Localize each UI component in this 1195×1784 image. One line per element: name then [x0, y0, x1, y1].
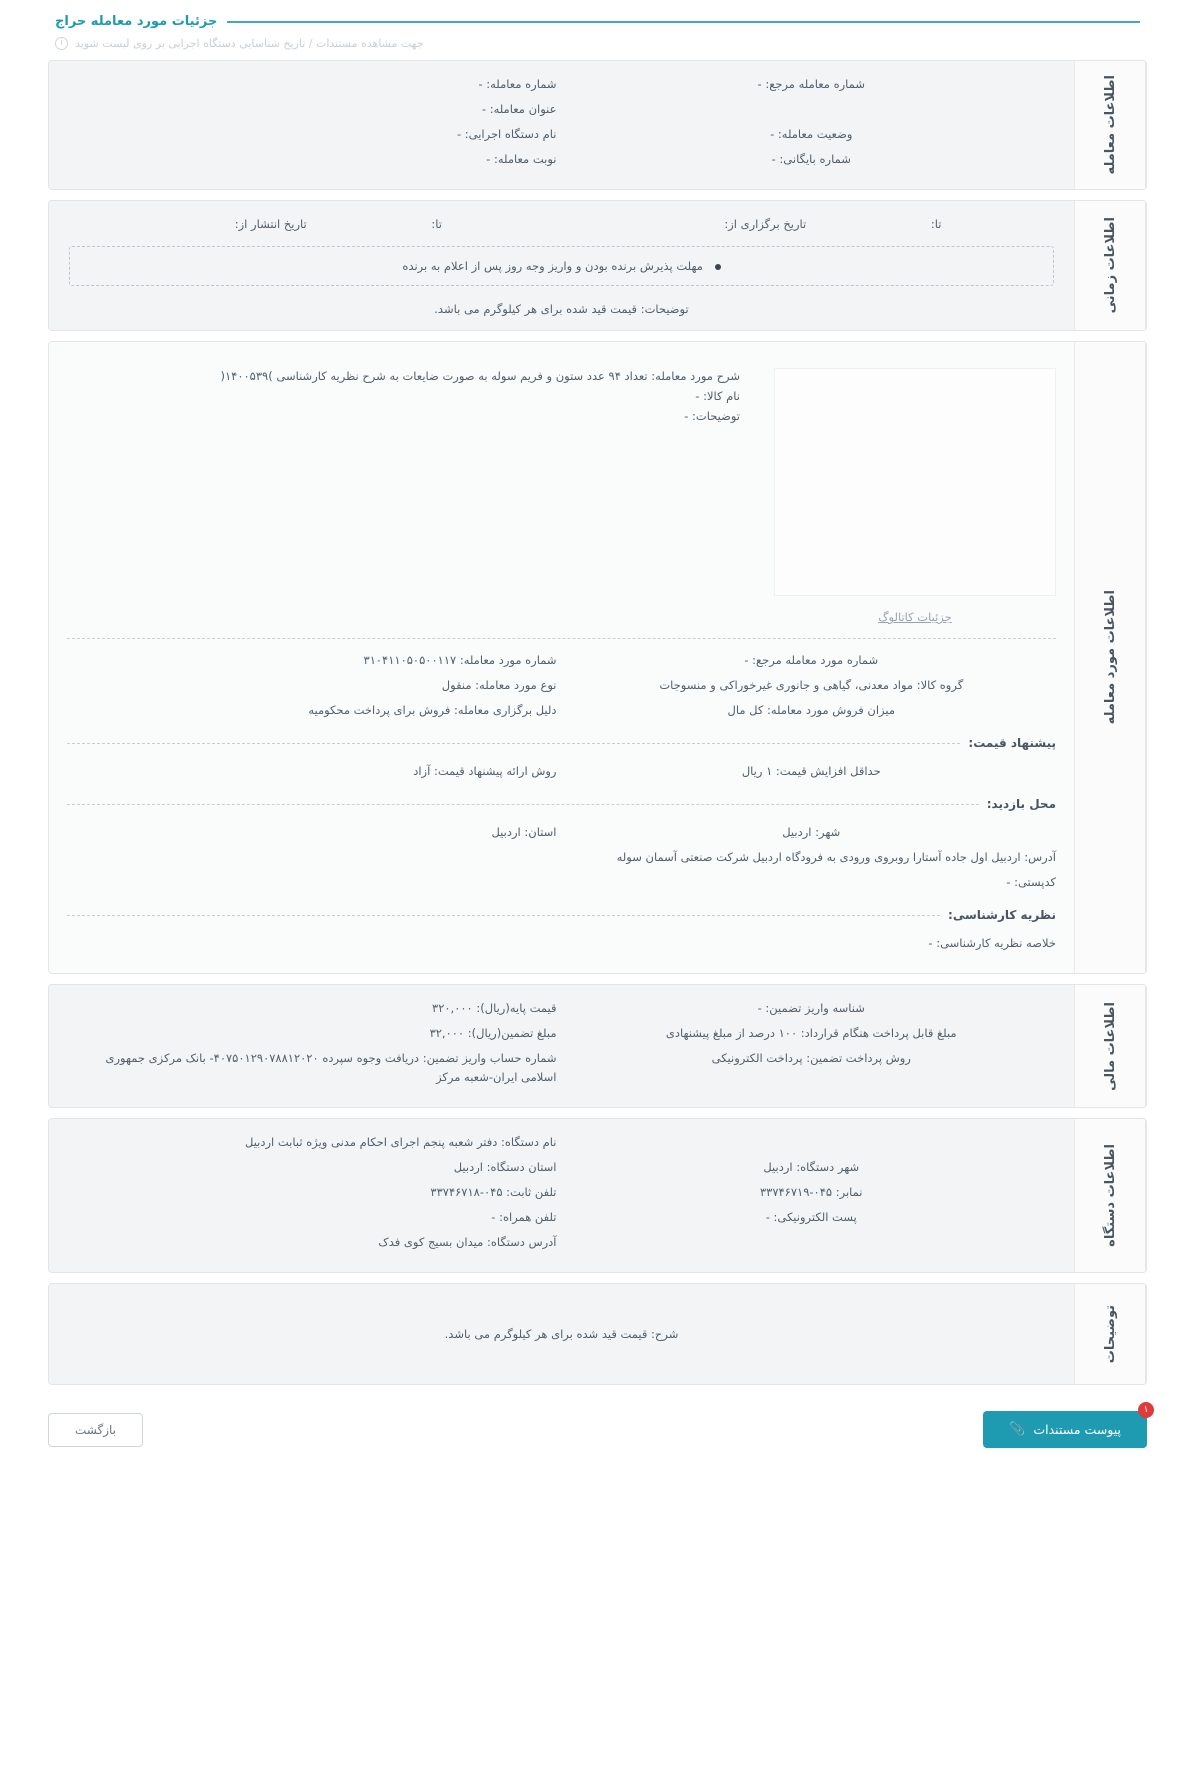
publish-date-to: تا: — [431, 217, 442, 231]
section-deal-info-body — [49, 61, 1074, 189]
expert-opinion-heading: نظریه کارشناسی: — [67, 908, 1056, 922]
table-row — [67, 848, 1056, 867]
subject-ref-number: شماره مورد معامله مرجع: - — [744, 653, 879, 667]
org-email: پست الکترونیکی: - — [765, 1210, 857, 1224]
hold-date-to: تا: — [930, 217, 942, 231]
table-row — [67, 1024, 1056, 1043]
org-province: استان دستگاه: اردبیل — [453, 1160, 557, 1174]
page-title: جزئیات مورد معامله حراج — [55, 14, 218, 29]
footer-actions — [48, 1405, 1149, 1448]
price-proposal-method: روش ارائه پیشنهاد قیمت: آزاد — [413, 764, 557, 778]
visit-city: شهر: اردبیل — [782, 825, 841, 839]
info-icon: i — [55, 37, 68, 50]
section-time-info — [48, 200, 1147, 331]
org-mobile: تلفن همراه: - — [491, 1210, 557, 1224]
table-row — [67, 215, 1056, 234]
table-row — [67, 150, 1056, 169]
subject-descriptions — [67, 356, 740, 624]
min-price-increase: حداقل افزایش قیمت: ۱ ریال — [741, 764, 881, 778]
section-notes-body — [49, 1284, 1074, 1384]
visit-address: آدرس: اردبیل اول جاده آستارا روبروی ورودی به فرودگاه اردبیل شرکت صنعتی آسمان سوله — [616, 850, 1056, 864]
table-row — [67, 1049, 1056, 1087]
table-row — [67, 1158, 1056, 1177]
attach-documents-label: پیوست مستندات — [1033, 1422, 1121, 1437]
archive-number: شماره بایگانی: - — [771, 152, 851, 166]
table-row — [67, 934, 1056, 953]
section-notes — [48, 1283, 1147, 1385]
publish-date-from: تاریخ انتشار از: — [234, 217, 307, 231]
table-row — [67, 701, 1056, 720]
info-alert — [0, 29, 1195, 60]
table-row — [67, 762, 1056, 781]
contract-payable-amount: مبلغ قابل پرداخت هنگام قرارداد: ۱۰۰ درصد از مبلغ پیشنهادی — [665, 1026, 957, 1040]
table-row — [67, 1183, 1056, 1202]
notes-text: شرح: قیمت قید شده برای هر کیلوگرم می باشد. — [444, 1326, 679, 1341]
section-org-info — [48, 1118, 1147, 1273]
org-city: شهر دستگاه: اردبیل — [763, 1160, 860, 1174]
deal-number: شماره معامله: - — [478, 77, 557, 91]
divider — [67, 638, 1056, 639]
hold-date-from: تاریخ برگزاری از: — [724, 217, 807, 231]
table-row — [67, 1133, 1056, 1152]
guarantee-deposit-id: شناسه واریز تضمین: - — [757, 1001, 865, 1015]
deal-status: وضعیت معامله: - — [770, 127, 853, 141]
goods-note: توضیحات: - — [684, 409, 740, 423]
attach-documents-button[interactable] — [983, 1405, 1149, 1448]
guarantee-payment-method: روش پرداخت تضمین: پرداخت الکترونیکی — [711, 1051, 911, 1065]
time-note: توضیحات: قیمت قید شده برای هر کیلوگرم می باشد. — [434, 302, 689, 316]
section-subject-info-title: اطلاعات مورد معامله — [1074, 342, 1146, 973]
section-subject-info — [48, 341, 1147, 974]
section-deal-info — [48, 60, 1147, 190]
table-row — [67, 823, 1056, 842]
visit-place-heading: محل بازدید: — [67, 797, 1056, 811]
subject-top — [67, 356, 1056, 624]
catalog-details-link[interactable]: جزئیات کاتالوگ — [878, 610, 952, 624]
subject-number: شماره مورد معامله: ۳۱۰۴۱۱۰۵۰۵۰۰۱۱۷ — [363, 653, 557, 667]
guarantee-account-number: شماره حساب واریز تضمین: دریافت وجوه سپرده ۴۰۷۵۰۱۲۹۰۷۸۸۱۲۰۲۰- بانک مرکزی جمهوری اسلامی ایران-شعبه مرکز — [105, 1051, 557, 1084]
winner-deadline-notice — [69, 246, 1054, 286]
base-price: قیمت پایه(ریال): ۳۲۰,۰۰۰ — [432, 1001, 557, 1015]
subject-image — [774, 368, 1056, 596]
postal-code: کدپستی: - — [1006, 875, 1056, 889]
table-row — [67, 651, 1056, 670]
table-row — [67, 1233, 1056, 1252]
section-financial-info-body — [49, 985, 1074, 1107]
deal-round: نوبت معامله: - — [486, 152, 557, 166]
info-alert-text: جهت مشاهده مستندات / تاریخ شناسایی دستگاه اجرایی بر روی لیست شوید — [75, 37, 424, 50]
org-fax: نمابر: ۰۴۵-۳۳۷۴۶۷۱۹ — [759, 1185, 863, 1199]
subject-image-column — [756, 356, 1056, 624]
goods-name: نام کالا: - — [695, 389, 740, 403]
table-row — [67, 676, 1056, 695]
table-row — [67, 100, 1056, 119]
executive-org-name: نام دستگاه اجرایی: - — [456, 127, 557, 141]
section-subject-info-body — [49, 342, 1074, 973]
table-row — [67, 75, 1056, 94]
section-financial-info-title: اطلاعات مالی — [1074, 985, 1146, 1107]
org-phone: تلفن ثابت: ۰۴۵-۳۳۷۴۶۷۱۸ — [430, 1185, 557, 1199]
deal-title: عنوان معامله: - — [481, 102, 557, 116]
section-notes-title: توضیحات — [1074, 1284, 1146, 1384]
back-button[interactable]: بازگشت — [48, 1413, 143, 1447]
subject-type: نوع مورد معامله: منقول — [441, 678, 557, 692]
subject-description: شرح مورد معامله: تعداد ۹۴ عدد ستون و فریم سوله به صورت ضایعات به شرح نظریه کارشناسی )۱۴۰۰۵۳۹( — [220, 369, 740, 383]
section-org-info-title: اطلاعات دستگاه — [1074, 1119, 1146, 1272]
paperclip-icon: 📎 — [1009, 1422, 1026, 1437]
auction-reason: دلیل برگزاری معامله: فروش برای پرداخت محکومیه — [308, 703, 557, 717]
table-row — [67, 873, 1056, 892]
guarantee-amount: مبلغ تضمین(ریال): ۳۲,۰۰۰ — [429, 1026, 557, 1040]
visit-province: استان: اردبیل — [491, 825, 557, 839]
table-row — [67, 1208, 1056, 1227]
sale-extent: میزان فروش مورد معامله: کل مال — [727, 703, 896, 717]
bullet-icon — [715, 264, 721, 270]
header-rule — [227, 21, 1140, 23]
price-proposal-heading: پیشنهاد قیمت: — [67, 736, 1056, 750]
empty-cell — [567, 100, 1057, 119]
page-header — [0, 0, 1195, 29]
table-row — [67, 999, 1056, 1018]
goods-group: گروه کالا: مواد معدنی، گیاهی و جانوری غیرخوراکی و منسوجات — [659, 678, 964, 692]
section-time-info-body — [49, 201, 1074, 330]
section-org-info-body — [49, 1119, 1074, 1272]
empty-cell — [567, 1233, 1057, 1252]
winner-deadline-text: مهلت پذیرش برنده بودن و واریز وجه روز پس از اعلام به برنده — [402, 259, 703, 273]
section-deal-info-title: اطلاعات معامله — [1074, 61, 1146, 189]
org-name: نام دستگاه: دفتر شعبه پنجم اجرای احکام مدنی ویژه ثبابت اردبیل — [244, 1135, 557, 1149]
empty-cell — [567, 1133, 1057, 1152]
attach-count-badge: ۱ — [1138, 1402, 1154, 1418]
table-row — [67, 125, 1056, 144]
deal-ref-number: شماره معامله مرجع: - — [757, 77, 865, 91]
section-time-info-title: اطلاعات زمانی — [1074, 201, 1146, 330]
expert-opinion-summary: خلاصه نظریه کارشناسی: - — [928, 936, 1056, 950]
org-address: آدرس دستگاه: میدان بسیج کوی فدک — [378, 1235, 557, 1249]
section-financial-info — [48, 984, 1147, 1108]
